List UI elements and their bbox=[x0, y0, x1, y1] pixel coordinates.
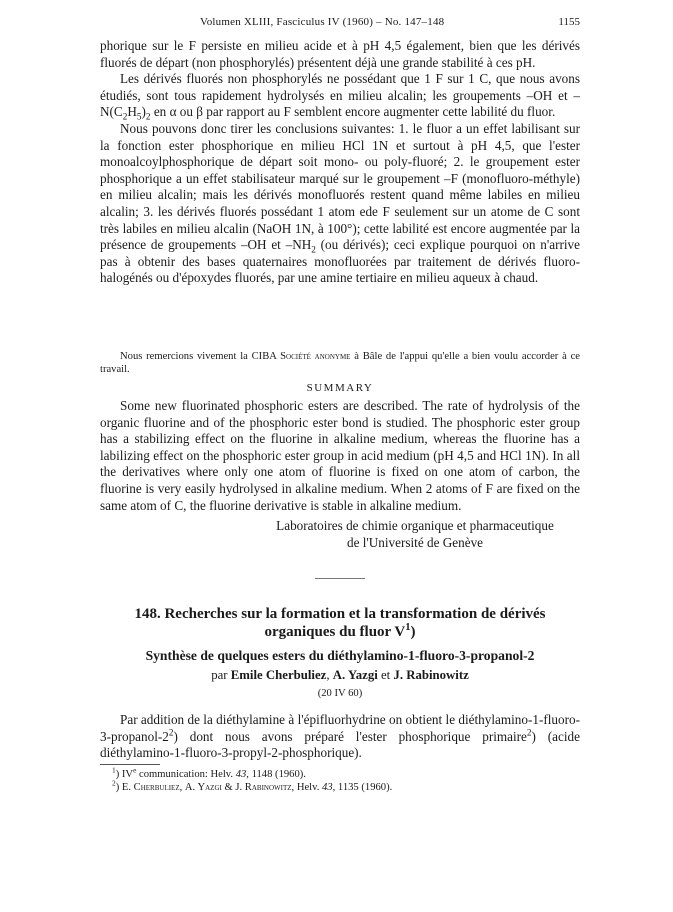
journal-reference: Volumen XLIII, Fasciculus IV (1960) – No. 147–148 bbox=[200, 16, 445, 28]
affiliation-line-1: Laboratoires de chimie organique et pharmaceutique bbox=[276, 518, 554, 533]
paragraph-non-phosphorylated: Les dérivés fluorés non phosphorylés ne possédant que 1 F sur 1 C, que nous avons étudiés, sont tous rapidement hydrolysés en milieu alcalin; les groupements –OH et $-N(C_2H_5)_2$ en α ou β par rapport au F semblent encore augmenter cette labilité du fluor. bbox=[100, 71, 580, 123]
article-intro bbox=[100, 712, 580, 762]
paragraph-conclusions: Nous pouvons donc tirer les conclusions suivantes: 1. le fluor a un effet labilisant sur la fonction ester phosphorique en milieu HCl 1N et surtout à pH 4,5, que l'ester monoalcoylphosphorique de départ soit mono- ou poly-fluoré; 2. le groupement ester phosphorique a un effet stabilisateur marqué sur le groupement –F (monofluoro-méthyle) en milieu alcalin; mais les dérivés monofluorés restent quand même labiles en milieu alcalin; 3. les dérivés fluorés possédant 1 atom ede F seulement sur un atome de C sont très labiles en milieu alcalin (NaOH 1N, à 100°); cette labilité est encore augmentée par la présence de groupements –OH et $-NH_2$ (ou dérivés); ceci explique pourquoi on n'arrive pas à obtenir des bases quaternaires monofluorées par traitement de dérivés fluoro-halogénés ou d'époxydes fluorés, par une amine tertiaire en milieu aqueux à chaud. bbox=[100, 120, 581, 286]
received-date: (20 IV 60) bbox=[317, 688, 363, 699]
summary-text bbox=[100, 398, 580, 514]
article-authors: par Emile Cherbuliez, A. Yazgi et J. Rabinowitz bbox=[211, 668, 469, 682]
paragraph-continuation: phorique sur le F persiste en milieu acide et à pH 4,5 également, bien que les dérivés fluorés de départ (non phosphorylés) présentent déjà une grande stabilité à ces pH. bbox=[100, 38, 580, 70]
summary-paragraph: Some new fluorinated phosphoric esters are described. The rate of hydrolysis of the organic fluorine and of the phosphoric ester bond is studied. The phosphoric ester group has a stabilizing effect on the fluorine in alkaline medium, whereas the fluorine has a labilizing effect on the phosphoric ester group in acid medium (pH 4,5 and HCl 1N). In all the derivatives where only one atom of fluorine is fixed on one atom of carbon, the fluorine is very easily hydrolysed in alkaline medium. When 2 atoms of F are fixed on the same atom of C, the fluorine derivative is stable in alkaline medium. bbox=[100, 398, 580, 513]
affiliation bbox=[250, 518, 580, 551]
summary-heading: SUMMARY bbox=[306, 382, 374, 394]
footnotes bbox=[100, 765, 580, 795]
footnote-1: $^1$) IVe communication: Helv. 43, 1148 (1960). bbox=[112, 765, 306, 780]
footnote-rule bbox=[100, 764, 160, 765]
page-number: 1155 bbox=[558, 16, 580, 28]
article-title bbox=[100, 605, 580, 641]
article-title-line-1: 148. Recherches sur la formation et la transformation de dérivés bbox=[134, 606, 546, 622]
intro-paragraph: Par addition de la diéthylamine à l'épifluorhydrine on obtient le diéthylamino-$1-fluoro-3-propanol-2^2$) dont nous avons préparé l'ester phosphorique primaire$^2$) (acide diéthylamino-1-fluoro-3-propyl-2-phosphorique). bbox=[100, 712, 580, 761]
acknowledgement: Nous remercions vivement la CIBA Société anonyme à Bâle de l'appui qu'elle a bien voulu accorder à ce travail. bbox=[100, 351, 580, 376]
section-separator bbox=[315, 578, 365, 579]
affiliation-line-2: de l'Université de Genève bbox=[346, 534, 484, 550]
article-subtitle: Synthèse de quelques esters du diéthylamino-1-fluoro-3-propanol-2 bbox=[145, 648, 535, 663]
body-text-french bbox=[100, 38, 580, 287]
footnote-2: $^2$) E. Cherbuliez, A. Yazgi & J. Rabinowitz, Helv. 43, 1135 (1960). bbox=[112, 778, 393, 794]
article-title-line-2: organiques du fluor $V^1$) bbox=[264, 622, 416, 640]
